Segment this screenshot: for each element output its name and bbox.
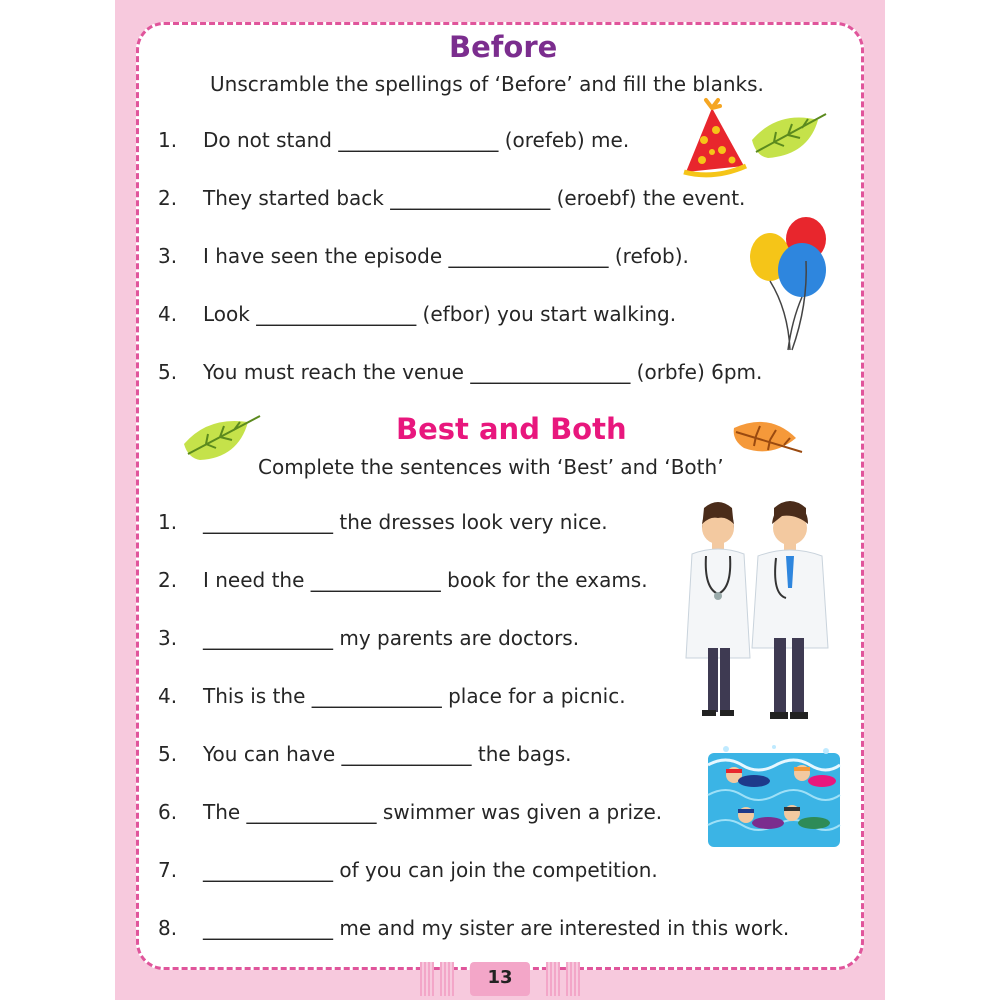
exercise-line: You can have _____________ the bags. <box>203 742 572 766</box>
exercise-line: _____________ my parents are doctors. <box>203 626 580 650</box>
item-number: 5. <box>158 360 178 384</box>
exercise-line: I need the _____________ book for the exams. <box>203 568 648 592</box>
exercise-line: _____________ of you can join the competition. <box>203 858 658 882</box>
page-number-badge <box>470 962 530 996</box>
swimmers-illustration <box>706 745 842 851</box>
exercise-line: This is the _____________ place for a picnic. <box>203 684 626 708</box>
leaf-icon <box>182 414 262 464</box>
item-number: 6. <box>158 800 178 824</box>
section-title-before: Before <box>449 30 558 64</box>
item-number: 8. <box>158 916 178 940</box>
exercise-line: _____________ me and my sister are interested in this work. <box>203 916 790 940</box>
item-number: 3. <box>158 244 178 268</box>
exercise-line: Do not stand ________________ (orefeb) me. <box>203 128 630 152</box>
exercise-line: You must reach the venue ________________ (orbfe) 6pm. <box>203 360 763 384</box>
exercise-line: _____________ the dresses look very nice. <box>203 510 608 534</box>
section-title-best-and-both: Best and Both <box>396 412 627 446</box>
balloons-icon <box>748 215 830 355</box>
item-number: 4. <box>158 684 178 708</box>
item-number: 3. <box>158 626 178 650</box>
leaf-icon <box>730 410 805 458</box>
page-number: 13 <box>487 967 513 988</box>
exercise-line: I have seen the episode ________________ (refob). <box>203 244 689 268</box>
party-hat-icon <box>682 100 752 180</box>
section-instruction-before: Unscramble the spellings of ‘Before’ and fill the blanks. <box>210 72 764 96</box>
doctors-illustration <box>682 498 834 724</box>
exercise-line: They started back ________________ (eroebf) the event. <box>203 186 746 210</box>
page-number-decoration <box>440 962 454 996</box>
page-number-decoration <box>546 962 560 996</box>
item-number: 5. <box>158 742 178 766</box>
item-number: 1. <box>158 128 178 152</box>
item-number: 2. <box>158 568 178 592</box>
page-number-decoration <box>420 962 434 996</box>
item-number: 7. <box>158 858 178 882</box>
exercise-line: Look ________________ (efbor) you start walking. <box>203 302 677 326</box>
item-number: 4. <box>158 302 178 326</box>
item-number: 1. <box>158 510 178 534</box>
leaf-icon <box>748 110 828 165</box>
item-number: 2. <box>158 186 178 210</box>
page-number-decoration <box>566 962 580 996</box>
exercise-line: The _____________ swimmer was given a prize. <box>203 800 663 824</box>
section-instruction-best-and-both: Complete the sentences with ‘Best’ and ‘Both’ <box>258 455 724 479</box>
